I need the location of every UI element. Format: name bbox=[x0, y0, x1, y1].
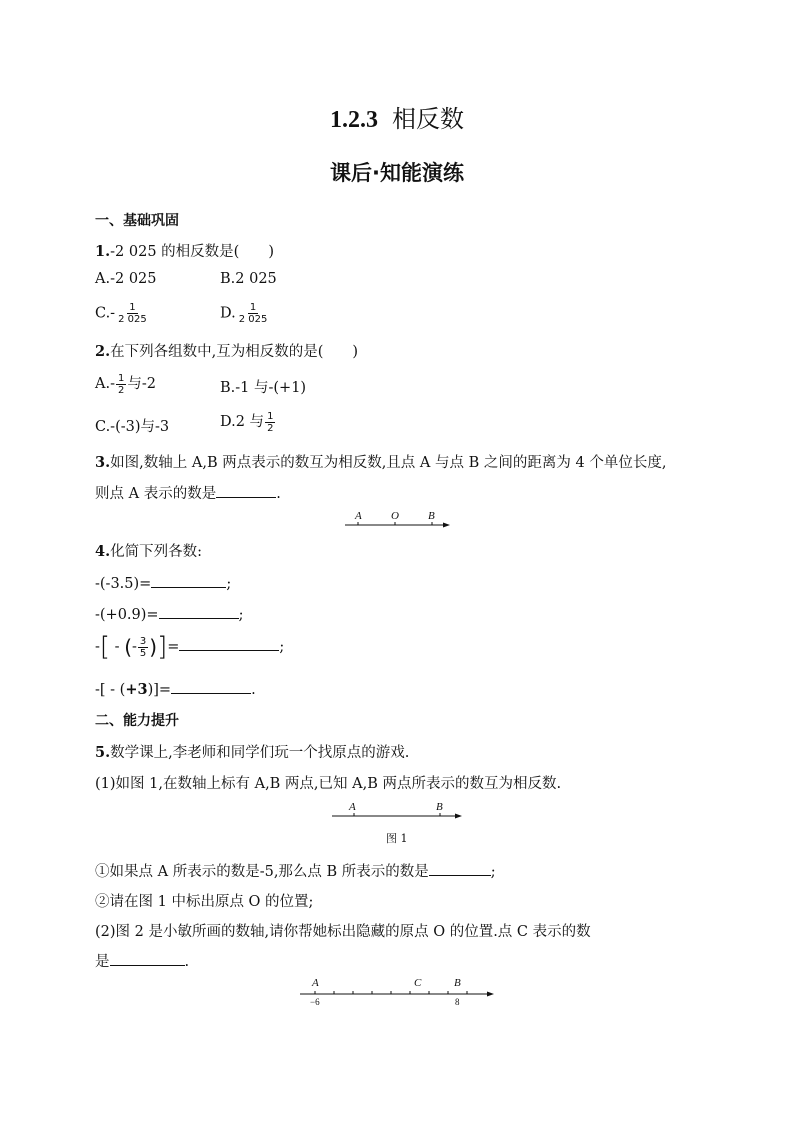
q2-option-a bbox=[95, 372, 156, 396]
question-number: 2. bbox=[95, 343, 111, 360]
question-text: -2 025 的相反数是( ) bbox=[110, 244, 274, 260]
point-c-label: C bbox=[414, 977, 422, 989]
fraction bbox=[116, 302, 149, 325]
left-paren: ( bbox=[124, 635, 132, 659]
minus-sign: - bbox=[132, 639, 137, 655]
q1-option-a: A.-2 025 bbox=[95, 271, 157, 287]
point-a-label: A bbox=[349, 801, 356, 813]
denominator: 2 bbox=[117, 384, 125, 396]
question-number: 3. bbox=[95, 454, 111, 471]
question-5 bbox=[95, 741, 409, 762]
q1-option-c bbox=[95, 302, 150, 325]
option-prefix: D.2 与 bbox=[220, 414, 265, 430]
fraction bbox=[116, 373, 126, 396]
expression-4 bbox=[95, 679, 256, 698]
answer-blank[interactable] bbox=[151, 573, 226, 588]
section-heading-basic: 一、基础巩固 bbox=[95, 213, 179, 229]
question-1 bbox=[95, 240, 274, 261]
tick-label-a: −6 bbox=[310, 997, 320, 1007]
semicolon: ; bbox=[226, 576, 232, 592]
question-3 bbox=[95, 451, 666, 472]
right-paren: ) bbox=[149, 635, 158, 659]
semicolon: ; bbox=[238, 607, 244, 623]
answer-blank[interactable] bbox=[179, 636, 279, 651]
numerator: 1 bbox=[267, 410, 274, 422]
expression-text: )]= bbox=[147, 682, 172, 698]
question-text: 如图,数轴上 A,B 两点表示的数互为相反数,且点 A 与点 B 之间的距离为 4 个单位长度, bbox=[110, 455, 667, 471]
minus-sign: - bbox=[95, 639, 100, 655]
question-number: 5. bbox=[95, 744, 111, 761]
figure-2-number-line bbox=[296, 982, 501, 1004]
numerator: 3 bbox=[139, 635, 147, 647]
fraction bbox=[138, 636, 148, 659]
denominator: 2 025 bbox=[118, 314, 147, 325]
option-prefix: A.- bbox=[95, 376, 115, 392]
q1-option-b: B.2 025 bbox=[220, 271, 277, 287]
answer-blank[interactable] bbox=[216, 483, 276, 498]
q5-sub-2: ②请在图 1 中标出原点 O 的位置; bbox=[95, 894, 314, 910]
left-bracket: [ bbox=[99, 632, 111, 662]
question-3-line2 bbox=[95, 482, 281, 503]
right-bracket: ] bbox=[157, 632, 168, 662]
option-prefix: D. bbox=[220, 305, 236, 322]
page-subtitle: 课后·知能演练 bbox=[330, 161, 464, 185]
arrow-head bbox=[487, 992, 494, 997]
question-number: 1. bbox=[95, 243, 111, 260]
expression-3 bbox=[95, 632, 284, 662]
section-number: 1.2.3 bbox=[330, 107, 378, 133]
numerator: 1 bbox=[117, 372, 125, 384]
expression-1 bbox=[95, 573, 231, 592]
period: . bbox=[276, 486, 281, 502]
answer-blank[interactable] bbox=[159, 604, 239, 619]
question-text: 则点 A 表示的数是 bbox=[95, 486, 217, 502]
title-text: 相反数 bbox=[392, 105, 464, 133]
numerator: 1 bbox=[249, 302, 257, 313]
denominator: 5 bbox=[139, 647, 147, 659]
tick-label-b: 8 bbox=[455, 997, 460, 1007]
expression-value: +3 bbox=[125, 681, 148, 698]
point-b-label: B bbox=[428, 510, 435, 522]
point-a-label: A bbox=[355, 510, 362, 522]
minus-sign: - bbox=[114, 639, 120, 655]
point-b-label: B bbox=[454, 977, 461, 989]
question-number: 4. bbox=[95, 543, 111, 560]
period: . bbox=[251, 682, 256, 698]
equals-sign: = bbox=[167, 639, 180, 655]
q5-sub-1 bbox=[95, 860, 496, 881]
section-heading-advanced: 二、能力提升 bbox=[95, 713, 179, 729]
q5-part-1: (1)如图 1,在数轴上标有 A,B 两点,已知 A,B 两点所表示的数互为相反数. bbox=[95, 776, 562, 792]
question-text: 在下列各组数中,互为相反数的是( ) bbox=[110, 344, 359, 360]
answer-blank[interactable] bbox=[110, 951, 185, 966]
arrow-head bbox=[455, 814, 462, 819]
option-suffix: 与-2 bbox=[127, 376, 156, 392]
fraction bbox=[265, 411, 275, 434]
question-4 bbox=[95, 540, 202, 561]
semicolon: ; bbox=[279, 639, 285, 655]
expression-2 bbox=[95, 604, 243, 623]
period: . bbox=[184, 954, 190, 970]
q2-option-b: B.-1 与-(+1) bbox=[220, 380, 307, 396]
option-prefix: C.- bbox=[95, 305, 116, 322]
denominator: 2 bbox=[267, 422, 274, 434]
page-title bbox=[0, 99, 794, 134]
question-text: 数学课上,李老师和同学们玩一个找原点的游戏. bbox=[110, 745, 410, 761]
figure-1-caption: 图 1 bbox=[386, 832, 408, 845]
denominator: 2 025 bbox=[238, 314, 268, 325]
point-b-label: B bbox=[436, 801, 443, 813]
arrow-head bbox=[443, 523, 450, 528]
q1-option-d bbox=[220, 302, 270, 325]
question-2 bbox=[95, 340, 358, 361]
question-text: ①如果点 A 所表示的数是-5,那么点 B 所表示的数是 bbox=[95, 864, 429, 880]
fraction bbox=[237, 302, 270, 325]
semicolon: ; bbox=[490, 864, 496, 880]
answer-blank[interactable] bbox=[429, 861, 491, 876]
q2-option-d bbox=[220, 410, 276, 434]
q5-part-2-line2 bbox=[95, 950, 189, 971]
expression-text: -[ - ( bbox=[95, 682, 126, 698]
question-text: 化简下列各数: bbox=[110, 544, 203, 560]
question-text: 是 bbox=[95, 954, 110, 970]
q5-part-2: (2)图 2 是小敏所画的数轴,请你帮她标出隐藏的原点 O 的位置.点 C 表示的数 bbox=[95, 924, 591, 940]
point-o-label: O bbox=[391, 510, 399, 522]
numerator: 1 bbox=[129, 302, 136, 313]
expression-text: -(-3.5)= bbox=[95, 576, 152, 592]
answer-blank[interactable] bbox=[171, 679, 251, 694]
expression-text: -(+0.9)= bbox=[95, 607, 159, 623]
q2-option-c: C.-(-3)与-3 bbox=[95, 419, 170, 435]
point-a-label: A bbox=[312, 977, 319, 989]
